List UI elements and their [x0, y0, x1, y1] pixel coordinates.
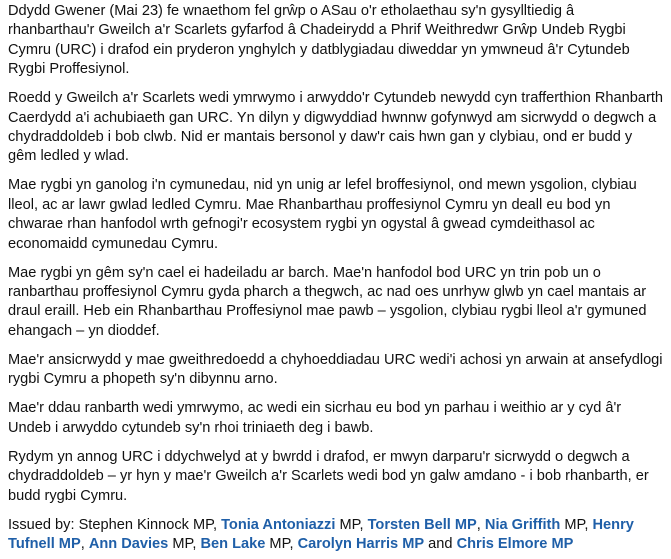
mention-separator: , [80, 535, 89, 552]
mention-carolyn-harris[interactable]: Carolyn Harris MP [297, 535, 425, 552]
mention-torsten-bell[interactable]: Torsten Bell MP [367, 516, 477, 533]
paragraph-7: Rydym yn annog URC i ddychwelyd at y bwrdd i drafod, er mwyn darparu'r sicrwydd o degwch a chydraddoldeb – yr hyn y mae'r Gweilch a'r Scarlets wedi bod yn galw amdano - i bob rhanbarth, er budd rygbi Cymru. [8, 448, 649, 504]
paragraph-5: Mae'r ansicrwydd y mae gweithredoedd a chyhoeddiadau URC wedi'i achosi yn arwain at ansefydlogi rygbi Cymru a phopeth sy'n dibynnu arno. [8, 351, 663, 388]
mention-separator: MP, [265, 535, 298, 552]
mention-separator: MP, [335, 516, 368, 533]
paragraph-4: Mae rygbi yn gêm sy'n cael ei hadeiladu ar barch. Mae'n hanfodol bod URC yn trin pob un o ranbarthau proffesiynol Cymru gyda pharch a thegwch, ac nad oes unrhyw glwb yn cael mantais ar draul eraill. Heb ein Rhanbarthau Proffesiynol mae pawb – ysgolion, clybiau rygbi lleol a'r gymuned ehangach – yn dioddef. [8, 264, 647, 339]
mention-separator: MP, [168, 535, 201, 552]
issued-by-prefix: Issued by: Stephen Kinnock MP, [8, 516, 222, 533]
mention-separator: MP, [560, 516, 593, 533]
paragraph-1: Ddydd Gwener (Mai 23) fe wnaethom fel grŵp o ASau o'r etholaethau sy'n gysylltiedig â rhanbarthau'r Gweilch a'r Scarlets gyfarfod â Chadeirydd a Phrif Weithredwr Grŵp Undeb Rygbi Cymru (URC) i drafod ein pryderon ynghylch y datblygiadau diweddar yn ymwneud â'r Cytundeb Rygbi Proffesiynol. [8, 3, 630, 78]
paragraph-2: Roedd y Gweilch a'r Scarlets wedi ymrwymo i arwyddo'r Cytundeb newydd cyn trafferthion Rhanbarth Caerdydd a'i achubiaeth gan URC. Yn dilyn y digwyddiad hwnnw gofynwyd am sicrwydd o degwch a chydraddoldeb i bob clwb. Nid er mantais bersonol y daw'r cais hwn gan y clybiau, ond er budd y gêm ledled y wlad. [8, 90, 664, 165]
mention-separator: , [476, 516, 485, 533]
mention-tonia-antoniazzi[interactable]: Tonia Antoniazzi [221, 516, 336, 533]
mention-separator: and [424, 535, 457, 552]
mention-ben-lake[interactable]: Ben Lake [200, 535, 266, 552]
issued-by-line [8, 516, 663, 555]
mention-ann-davies[interactable]: Ann Davies [88, 535, 169, 552]
mention-henry-tufnell[interactable]: Henry Tufnell MP [8, 516, 634, 552]
paragraph-6: Mae'r ddau ranbarth wedi ymrwymo, ac wedi ein sicrhau eu bod yn parhau i weithio ar y cyd â'r Undeb i arwyddo cytundeb sy'n rhoi triniaeth deg i bawb. [8, 400, 622, 436]
paragraph-3: Mae rygbi yn ganolog i'n cymunedau, nid yn unig ar lefel broffesiynol, ond mewn ysgolion, clybiau lleol, ac ar lawr gwlad ledled Cymru. Mae Rhanbarthau proffesiynol Cymru yn deall eu bod yn chwarae rhan hanfodol wrth gefnogi'r ecosystem rygbi yn ogystal â gwead cymdeithasol ac economaidd cymunedau Cymru. [8, 177, 637, 252]
mention-nia-griffith[interactable]: Nia Griffith [484, 516, 561, 533]
mention-chris-elmore[interactable]: Chris Elmore MP [456, 535, 574, 552]
